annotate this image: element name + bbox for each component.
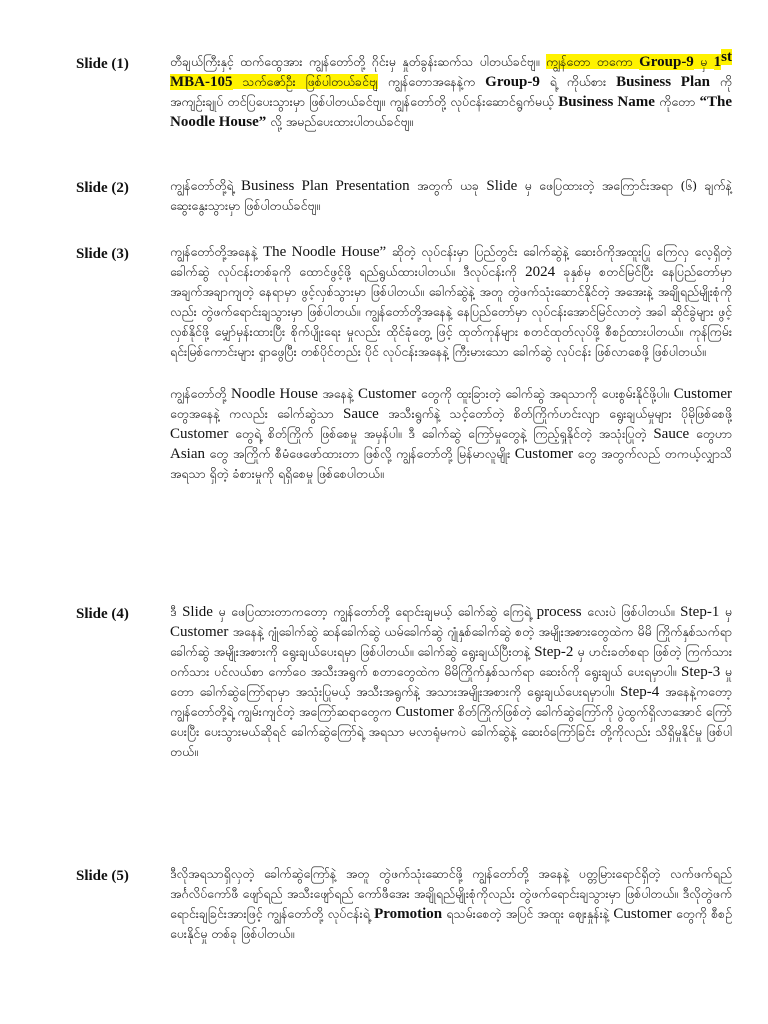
- text-run: ကိုတော: [654, 94, 700, 109]
- text-run: ဒီ: [170, 604, 183, 619]
- text-run: Customer: [357, 386, 417, 402]
- text-run: ရဲ့ ကိုယ်စား: [539, 74, 617, 89]
- text-run: တွေဟာ: [689, 426, 732, 441]
- text-run: မှ ဖေပြထားတာကတော့ ကျွန်တော်တို့ ရောင်းချမယ့် ခေါက်ဆွဲ ကြေရဲ့: [212, 604, 537, 619]
- text-run: အတွက် ယခု: [409, 178, 487, 193]
- text-run: 2024: [525, 264, 556, 280]
- slide-label: Slide (2): [76, 180, 129, 196]
- text-run: စိတ်ကြိုက်ဖြစ်တဲ့ ခေါက်ဆွဲကြော်ကို ပွဲထွက်ရှိလာအောင် ကြော်ပေးပြီး ပေးသွားမယ်ဆိုရင် ခေါက်ဆွဲကြော်ရဲ့ အရသာ မလာရုံမကပဲ ခေါက်ဆွဲနဲ့ ဆေးဝ်ကြော်ခြင်း တို့ကိုလည်း သိရှိမှုနိုင်မှု ဖြစ်ပါတယ်။: [170, 704, 732, 759]
- paragraph: [170, 602, 732, 762]
- slide-text: [170, 48, 733, 132]
- paragraph: [170, 48, 733, 132]
- highlighted-text: ကျွန်တော တကော: [545, 54, 640, 69]
- slide-text: [170, 864, 732, 944]
- text-run: Customer: [170, 426, 229, 442]
- paragraph: [170, 864, 732, 944]
- text-run: အနေနဲ့: [317, 386, 358, 401]
- text-run: Promotion: [374, 906, 443, 922]
- text-run: တွေကို ထူးခြားတဲ့ ခေါက်ဆွဲ အရသာကို ပေးစွမ်းနိုင်ဖို့ပါ။: [416, 386, 674, 401]
- text-run: Step-3: [681, 664, 721, 680]
- slide-label: Slide (5): [76, 868, 129, 884]
- text-run: Sauce: [653, 426, 690, 442]
- text-run: Business Plan: [616, 74, 710, 90]
- text-run: ခုနှစ်မှ စတင်မြင်ပြီး နေပြည်တော်မှာ အချက်အချာကျတဲ့ နေရာမှာ ဖွင့်လှစ်သွားမှာ ဖြစ်ပါတယ်။ ခေါက်ဆွဲနဲ့ အတူ တွဲဖက်သုံးဆောင်နိုင်တဲ့ အအေးနဲ့ အချိုရည်မျိုးစုံကိုလည်း တွဲဖက်ရောင်းချသွားမှာ ဖြစ်ပါတယ်။ ကျွန်တော်တို့အနေနဲ့ နေပြည်တော်မှာ လုပ်ငန်းအောင်မြင်လာတဲ့ အခါ ဆိုင်ခွဲများ ဖွင့်လှစ်နိုင်ဖို့ မျှော်မှန်းထားပြီး စိုက်ပျိုးရေး မှုလည်း ထိုင်ခုံတွေ့ ဖြင့် ထုတ်ကုန်များ စတင်ထုတ်လုပ်ဖို့ စီစဉ်ထားပါတယ်။ ကုန်ကြမ်းရင်းမြစ်ကောင်းများ ရှာဖွေပြီး တစ်ပိုင်တည်း ပိုင် လုပ်ငန်းအနေနဲ့ ကြီးမားသော ခေါက်ဆွဲ လုပ်ငန်း ဖြစ်လာစေဖို့ ဖြစ်ပါတယ်။: [170, 264, 732, 359]
- slide-text: [170, 242, 732, 484]
- slide-label: Slide (3): [76, 246, 129, 262]
- text-run: Customer: [673, 386, 732, 402]
- slide-block-1: [76, 48, 733, 132]
- paragraph: [170, 384, 732, 484]
- text-run: The Noodle House”: [262, 244, 387, 260]
- paragraph: [170, 242, 732, 362]
- text-run: တွေ အကြိုက် စီမံဖေဖော်ထားတာ ဖြစ်လို့ ကျွန်တော်တို့ မြန်မာလူမျိုး: [205, 446, 515, 461]
- text-run: Sauce: [342, 406, 379, 422]
- text-run: လို့ အမည်ပေးထားပါတယ်ခင်ဗျ။: [266, 114, 414, 129]
- slide-text: [170, 176, 732, 216]
- highlighted-text: st: [721, 48, 732, 65]
- highlighted-text: Group-9: [639, 54, 694, 70]
- text-run: Customer: [514, 446, 574, 462]
- text-run: အသီးရွက်နဲ့ သင့်တော်တဲ့ စိတ်ကြိုက်ဟင်းလျာ ရွေးချယ်မှုများ ပိုမိုဖြစ်စေဖို့: [378, 406, 732, 421]
- text-run: Slide: [182, 604, 213, 620]
- text-run: တွေကို စီစဉ်ပေးနိုင်မှု တစ်ခု ဖြစ်ပါတယ်။: [170, 906, 733, 941]
- text-run: Asian: [170, 446, 205, 462]
- text-run: Group-9: [485, 74, 540, 90]
- slide-block-4: [76, 602, 732, 762]
- highlighted-text: 1: [713, 54, 722, 70]
- text-run: မှ ဟင်းခတ်စရာ ဖြစ်တဲ့ ကြက်သား ဝက်သား ပင်လယ်စာ ကော်ဝေ အသီးအရွက် စတာတွေထဲက မိမိကြိုက်နှစ်သက်ရာ ဆေးဝ်ကို ရွေးချယ် ပေးရမှာပါ။: [170, 644, 733, 679]
- text-run: ကျွန်တော်တို့: [170, 386, 232, 401]
- slide-block-2: [76, 176, 732, 216]
- highlighted-text: သက်ဇော်ဦး ဖြစ်ပါတယ်ခင်ဗျ: [232, 74, 378, 89]
- text-run: ကျွန်တော်တို့ရဲ့: [170, 178, 241, 193]
- text-run: Step-2: [534, 644, 574, 660]
- slide-label: Slide (1): [76, 56, 129, 72]
- text-run: လေးပဲ ဖြစ်ပါတယ်။: [581, 604, 681, 619]
- text-run: Customer: [395, 704, 454, 720]
- text-run: ဒီလိုအရသာရှိလှတဲ့ ခေါက်ဆွဲကြော်နဲ့ အတူ တွဲဖက်သုံးဆောင်ဖို့ ကျွန်တော်တို့ အနေနဲ့ ပတ္တမြားရောင်ရှိတဲ့ လက်ဖက်ရည် အင်္ဂလိပ်ကော်ဖီ ဖျော်ရည် အသီးဖျော်ရည် ကော်ဖီအေး အချိုရည်မျိုးစုံကိုလည်း တွဲဖက်ရောင်းချသွားမှာ ဖြစ်ပါတယ်။ ဒီလိုတွဲဖက် ရောင်းချခြင်းအားဖြင့် ကျွန်တော်တို့ လုပ်ငန်းရဲ့: [170, 866, 732, 921]
- text-run: တွေ အတွက်လည် တကယ့်လျှာသိ အရသာ ရှိတဲ့ ခံစားမှုကို ရရှိစေမှု ဖြစ်စေပါတယ်။: [170, 446, 732, 481]
- text-run: process: [536, 604, 582, 620]
- text-run: မှ: [719, 604, 732, 619]
- text-run: Business Name: [558, 94, 655, 110]
- text-run: Customer: [170, 624, 229, 640]
- text-run: မှ ဖေပြထားတဲ့ အကြောင်းအရာ (၆) ချက်နဲ့ ဆွေးနွေးသွားမှာ ဖြစ်ပါတယ်ခင်ဗျ။: [170, 178, 732, 213]
- highlighted-text: မှ: [693, 54, 714, 69]
- text-run: တွေအနေနဲ့ ကလည်း ခေါက်ဆွဲသာ: [170, 406, 343, 421]
- text-run: ကျွန်တော်တို့အနေနဲ့: [170, 244, 263, 259]
- slide-block-3: [76, 242, 732, 484]
- text-run: ဆိုတဲ့ လုပ်ငန်းမှာ ပြည်တွင်း ခေါက်ဆွဲနဲ့ ဆေးဝ်ကိုအထူးပြု ကြေလှ လေ့ရှိတဲ့ ခေါက်ဆွဲ လုပ်ငန်းတစ်ခုကို ထောင်ဖွင့်ဖို့ ရည်ရွယ်ထားပါတယ်။ ဒီလုပ်ငန်းကို: [170, 244, 732, 279]
- text-run: Slide: [486, 178, 518, 194]
- text-run: Business Plan Presentation: [240, 178, 410, 194]
- text-run: တီချယ်ကြီးနှင့် ထက်ထွေအား ကျွန်တော်တို့ ဂိုင်းမှ နှုတ်ခွန်းဆက်သ ပါတယ်ခင်ဗျ။: [170, 54, 546, 69]
- paragraph: [170, 176, 732, 216]
- text-run: Noodle House: [231, 386, 318, 402]
- text-run: “The Noodle House”: [170, 94, 733, 130]
- text-run: မှုတော ခေါက်ဆွဲကြော်ရာမှာ အသုံးပြုမယ့် အသီးအရွက်နဲ့ အသားအမျိုးအစားကို ရွေးချယ်ပေးရမှာပါ။: [170, 664, 732, 699]
- slide-text: [170, 602, 732, 762]
- slide-label: Slide (4): [76, 606, 129, 622]
- text-run: Customer: [613, 906, 672, 922]
- text-run: အနေနဲ့ကတော့ ကျွန်တော်တို့ရဲ့ ကျွမ်းကျင်တဲ့ အကြော်ဆရာတွေက: [170, 684, 732, 719]
- text-run: တွေရဲ့ စိတ်ကြိုက် ဖြစ်စေမှု အမှန်ပါ။ ဒီ ခေါက်ဆွဲ ကြော်မှုတွေနဲ့ ကြည့်ရှုနိုင်တဲ့ အသုံးပြုတဲ့: [228, 426, 654, 441]
- text-run: Step-1: [680, 604, 720, 620]
- highlighted-text: MBA-105: [170, 74, 233, 90]
- text-run: ရသမ်းစေတဲ့ အပြင် အထူး ဈေးနှုန်းနဲ့: [442, 906, 614, 921]
- text-run: အနေနဲ့ ဂျုံခေါက်ဆွဲ ဆန်ခေါက်ဆွဲ ယမ်ခေါက်ဆွဲ ဂျုံနှစ်ခေါက်ဆွဲ စတဲ့ အမျိုးအစားတွေထဲက မိမိ ကြိုက်နှစ်သက်ရာ ခေါက်ဆွဲ အမျိုးအစားကို ရွေးချယ်ပေးရမှာ ဖြစ်ပါတယ်။ ခေါက်ဆွဲ ရွေးချယ်ပြီးတနဲ့: [170, 624, 732, 659]
- slide-block-5: [76, 864, 732, 944]
- text-run: ကျွန်တောအနေနဲ့က: [377, 74, 486, 89]
- text-run: Step-4: [620, 684, 660, 700]
- text-run: ကို အကျဉ်းချုပ် တင်ပြပေးသွားမှာ ဖြစ်ပါတယ်ခင်ဗျ။ ကျွန်တော်တို့ လုပ်ငန်းဆောင်ရွက်မယ့်: [170, 74, 732, 109]
